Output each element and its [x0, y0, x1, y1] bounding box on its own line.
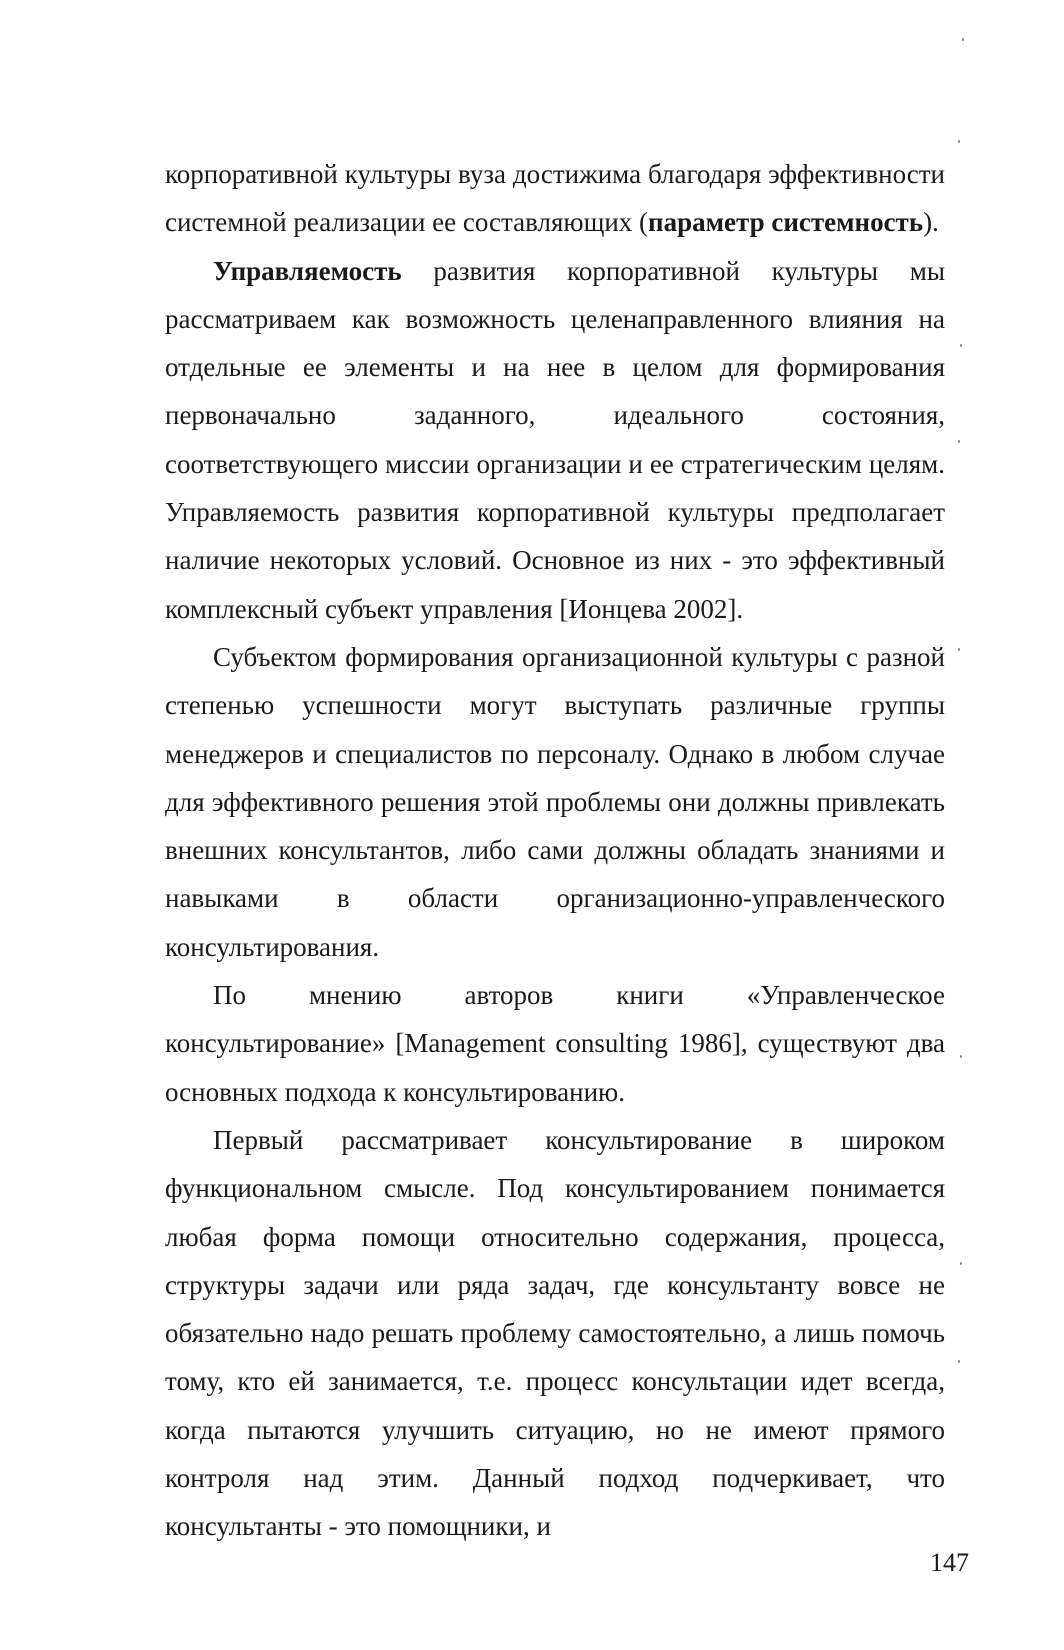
- paragraph-2-bold: Управляемость: [213, 255, 402, 286]
- scan-speck: [958, 440, 960, 443]
- scan-speck: [958, 140, 960, 143]
- paragraph-5: Первый рассматривает консультирование в широком функциональном смысле. Под консультированием понимается любая форма помощи относительно содержания, процесса, структуры задачи или ряда задач, где консультанту вовсе не обязательно надо решать проблему самостоятельно, а лишь помочь тому, кто ей занимается, т.е. процесс консультации идет всегда, когда пытаются улучшить ситуацию, но не имеют прямого контроля над этим. Данный подход подчеркивает, что консультанты - это помощники, и: [165, 1124, 945, 1542]
- scan-speck: [960, 1055, 962, 1058]
- paragraph-3: Субъектом формирования организационной культуры с разной степенью успешности могут выступать различные группы менеджеров и специалистов по персоналу. Однако в любом случае для эффективного решения этой проблемы они должны привлекать внешних консультантов, либо сами должны обладать знаниями и навыками в области организационно-управленческого консультирования.: [165, 641, 945, 962]
- paragraph-1-tail: ).: [923, 207, 939, 238]
- paragraph-4: По мнению авторов книги «Управленческое консультирование» [Management consulting 1986], существуют два основных подхода к консультированию.: [165, 980, 945, 1107]
- body-text: [165, 150, 945, 1551]
- paragraph-1: [165, 150, 945, 247]
- scan-speck: [960, 344, 962, 347]
- paragraph-1-bold: параметр системность: [648, 207, 924, 238]
- scan-speck: [960, 1262, 962, 1265]
- paragraph-2-text: развития корпоративной культуры мы рассматриваем как возможность целенаправленного влияния на отдельные ее элементы и на нее в целом для формирования первоначально заданного, идеального состояния, соответствующего миссии организации и ее стратегическим целям. Управляемость развития корпоративной культуры предполагает наличие некоторых условий. Основное из них - это эффективный комплексный субъект управления [Ионцева 2002].: [165, 255, 945, 624]
- paragraph-1-text: корпоративной культуры вуза достижима благодаря эффективности системной реализации ее составляющих (: [165, 159, 945, 238]
- paragraph-2: [165, 247, 945, 633]
- page-number: 147: [930, 1548, 969, 1577]
- scan-speck: [958, 1360, 960, 1363]
- scan-speck: [962, 38, 964, 41]
- scan-speck: [958, 648, 960, 651]
